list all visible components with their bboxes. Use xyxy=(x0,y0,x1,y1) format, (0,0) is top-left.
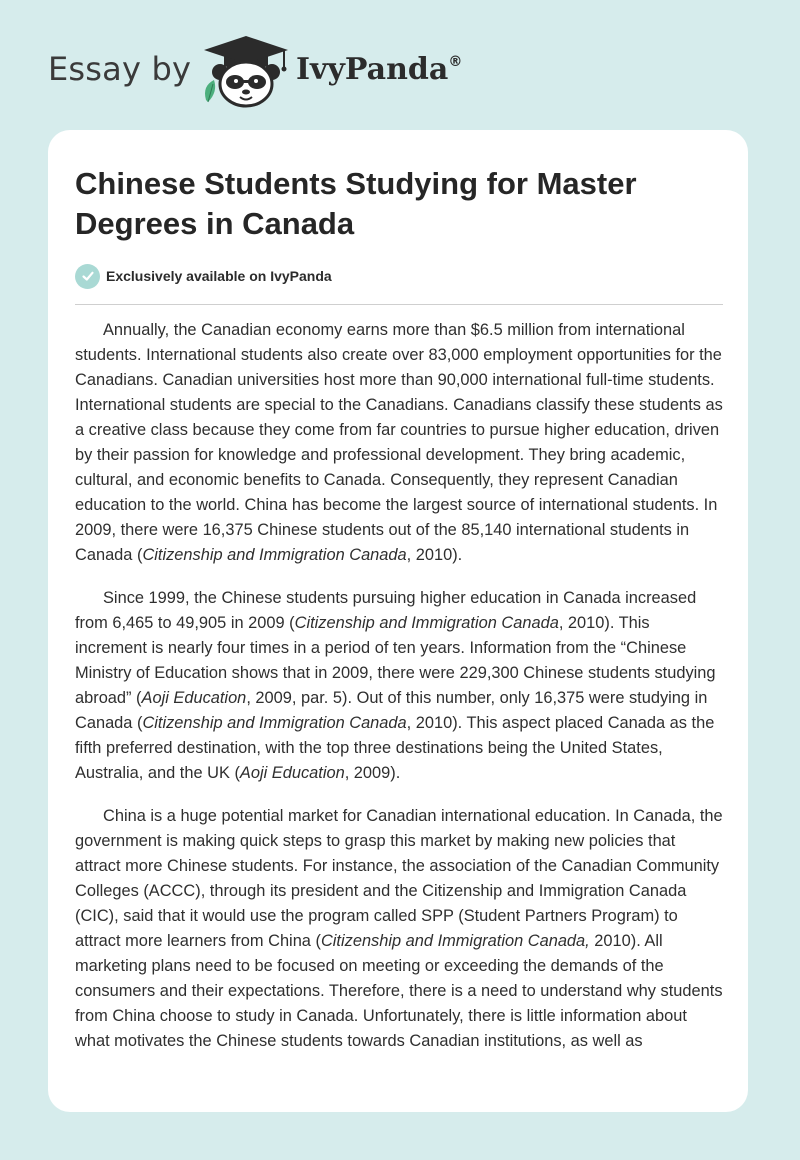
brand-name[interactable] xyxy=(296,52,462,87)
paragraph-text: , 2009, par. 5). Out of this number, only 16,375 were studying in Canada ( xyxy=(75,689,708,732)
registered-mark: ® xyxy=(448,54,463,70)
paragraph-text: , 2009). xyxy=(344,764,401,782)
paragraph-text: China is a huge potential market for Canadian international education. In Canada, the government is making quick steps to grasp this market by making new policies that attract more Chinese students. For instance, the association of the Canadian Community Colleges (ACCC), through its president and the Citizenship and Immigration Canada (CIC), said that it would use the program called SPP (Student Partners Program) to attract more learners from China ( xyxy=(75,807,723,950)
panda-graduation-cap-icon[interactable] xyxy=(200,34,296,108)
site-header xyxy=(0,0,800,130)
citation-source: Aoji Education xyxy=(239,764,345,782)
divider xyxy=(75,304,723,305)
essay-paragraph xyxy=(75,318,725,568)
paragraph-text: 2010). All marketing plans need to be focused on meeting or exceeding the demands of the consumers and their expectations. Therefore, there is a need to understand why students from China choose to study in Canada. Unfortunately, there is little information about what motivates the Chinese students towards Canadian institutions, as well as xyxy=(75,932,723,1050)
essay-paragraph xyxy=(75,586,725,786)
paragraph-text: , 2010). This aspect placed Canada as the fifth preferred destination, with the top three destinations being the United States, Australia, and the UK ( xyxy=(75,714,715,782)
citation-source: Citizenship and Immigration Canada xyxy=(142,546,407,564)
essay-body xyxy=(75,318,725,1072)
citation-source: Citizenship and Immigration Canada xyxy=(294,614,559,632)
check-circle-icon xyxy=(75,264,100,289)
exclusive-badge-label: Exclusively available on IvyPanda xyxy=(106,268,332,284)
essay-card xyxy=(48,130,748,1112)
paragraph-text: Annually, the Canadian economy earns more than $6.5 million from international students. International students also create over 83,000 employment opportunities for the Canadians. Canadian universities host more than 90,000 international full-time students. International students are special to the Canadians. Canadians classify these students as a creative class because they come from far countries to pursue higher education, driven by their passion for knowledge and professional development. They bring academic, cultural, and economic benefits to Canada. Consequently, they represent Canadian education to the world. China has become the largest source of international students. In 2009, there were 16,375 Chinese students out of the 85,140 international students in Canada ( xyxy=(75,321,723,564)
brand-name-text: IvyPanda xyxy=(296,52,449,87)
citation-source: Aoji Education xyxy=(141,689,247,707)
exclusive-badge xyxy=(75,263,332,289)
paragraph-text: , 2010). This increment is nearly four times in a period of ten years. Information from the “Chinese Ministry of Education shows that in 2009, there were 229,300 Chinese students studying abroad” ( xyxy=(75,614,716,707)
page-title: Chinese Students Studying for Master Degrees in Canada xyxy=(75,166,637,241)
citation-source: Citizenship and Immigration Canada, xyxy=(320,932,590,950)
citation-source: Citizenship and Immigration Canada xyxy=(142,714,407,732)
brand-prefix: Essay by xyxy=(48,50,192,88)
paragraph-text: , 2010). xyxy=(406,546,463,564)
essay-paragraph xyxy=(75,804,725,1054)
paragraph-text: Since 1999, the Chinese students pursuing higher education in Canada increased from 6,465 to 49,905 in 2009 ( xyxy=(75,589,697,632)
